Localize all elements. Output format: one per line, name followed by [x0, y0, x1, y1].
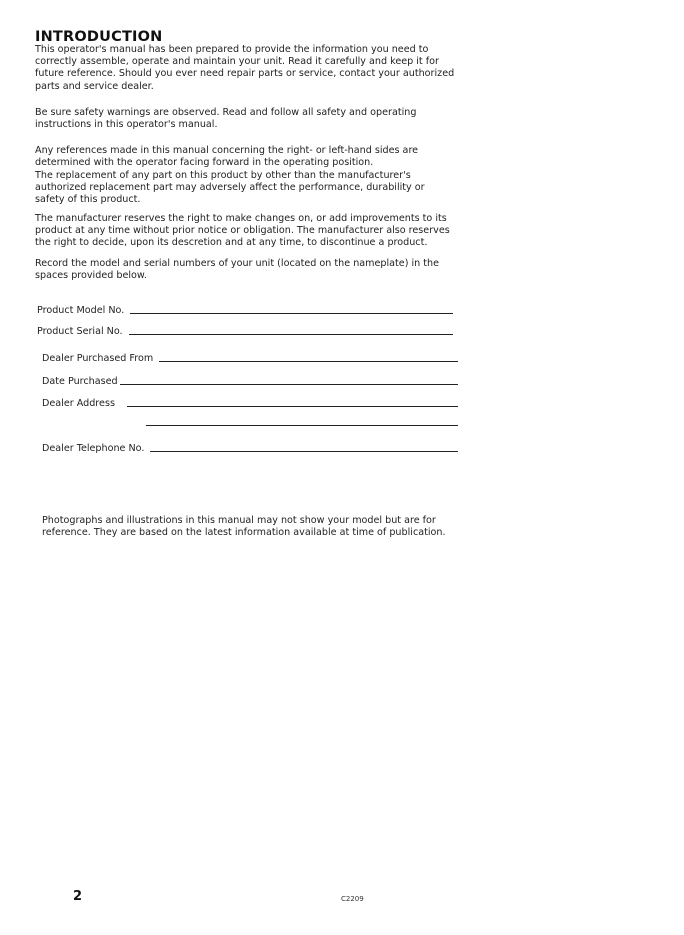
dealer-telephone-field[interactable] [42, 440, 458, 454]
manufacturer-paragraph: The manufacturer reserves the right to make changes on, or add improvements to its product at any time without prior notice or obligation. The manufacturer also reserves the right to decide, upon its descretion and at any time, to discontinue a product. [35, 213, 450, 249]
document-code: C2209 [341, 895, 364, 903]
safety-paragraph: Be sure safety warnings are observed. Read and follow all safety and operating instructions in this operator's manual. [35, 107, 417, 131]
dealer-purchased-from-line[interactable] [159, 361, 458, 362]
dealer-telephone-label: Dealer Telephone No. [42, 443, 145, 454]
dealer-address-field[interactable] [42, 395, 458, 409]
product-model-field[interactable] [37, 302, 453, 316]
date-purchased-line[interactable] [120, 384, 458, 385]
dealer-purchased-from-label: Dealer Purchased From [42, 353, 154, 364]
date-purchased-label: Date Purchased [42, 376, 118, 387]
date-purchased-field[interactable] [42, 373, 458, 387]
dealer-address-line-2[interactable] [146, 425, 458, 426]
intro-paragraph: This operator's manual has been prepared to provide the information you need to correctly assemble, operate and maintain your unit. Read it carefully and keep it for future reference. Should you ever need repair parts or service, contact your authorized parts and service dealer. [35, 44, 455, 92]
product-model-line[interactable] [130, 313, 453, 314]
page-number: 2 [73, 889, 83, 904]
product-serial-line[interactable] [129, 334, 453, 335]
photographs-paragraph: Photographs and illustrations in this manual may not show your model but are for reference. They are based on the latest information available at time of publication. [42, 515, 446, 539]
dealer-address-line[interactable] [127, 406, 458, 407]
product-serial-field[interactable] [37, 323, 453, 337]
replacement-paragraph: The replacement of any part on this product by other than the manufacturer's authorized replacement part may adversely affect the performance, durability or safety of this product. [35, 170, 425, 206]
dealer-telephone-line[interactable] [150, 451, 458, 452]
page-title: INTRODUCTION [35, 29, 163, 45]
product-model-label: Product Model No. [37, 305, 125, 316]
record-paragraph: Record the model and serial numbers of your unit (located on the nameplate) in the spaces provided below. [35, 258, 440, 282]
sides-paragraph: Any references made in this manual concerning the right- or left-hand sides are determined with the operator facing forward in the operating position. [35, 145, 419, 169]
dealer-purchased-from-field[interactable] [42, 350, 458, 364]
product-serial-label: Product Serial No. [37, 326, 123, 337]
dealer-address-label: Dealer Address [42, 398, 115, 409]
